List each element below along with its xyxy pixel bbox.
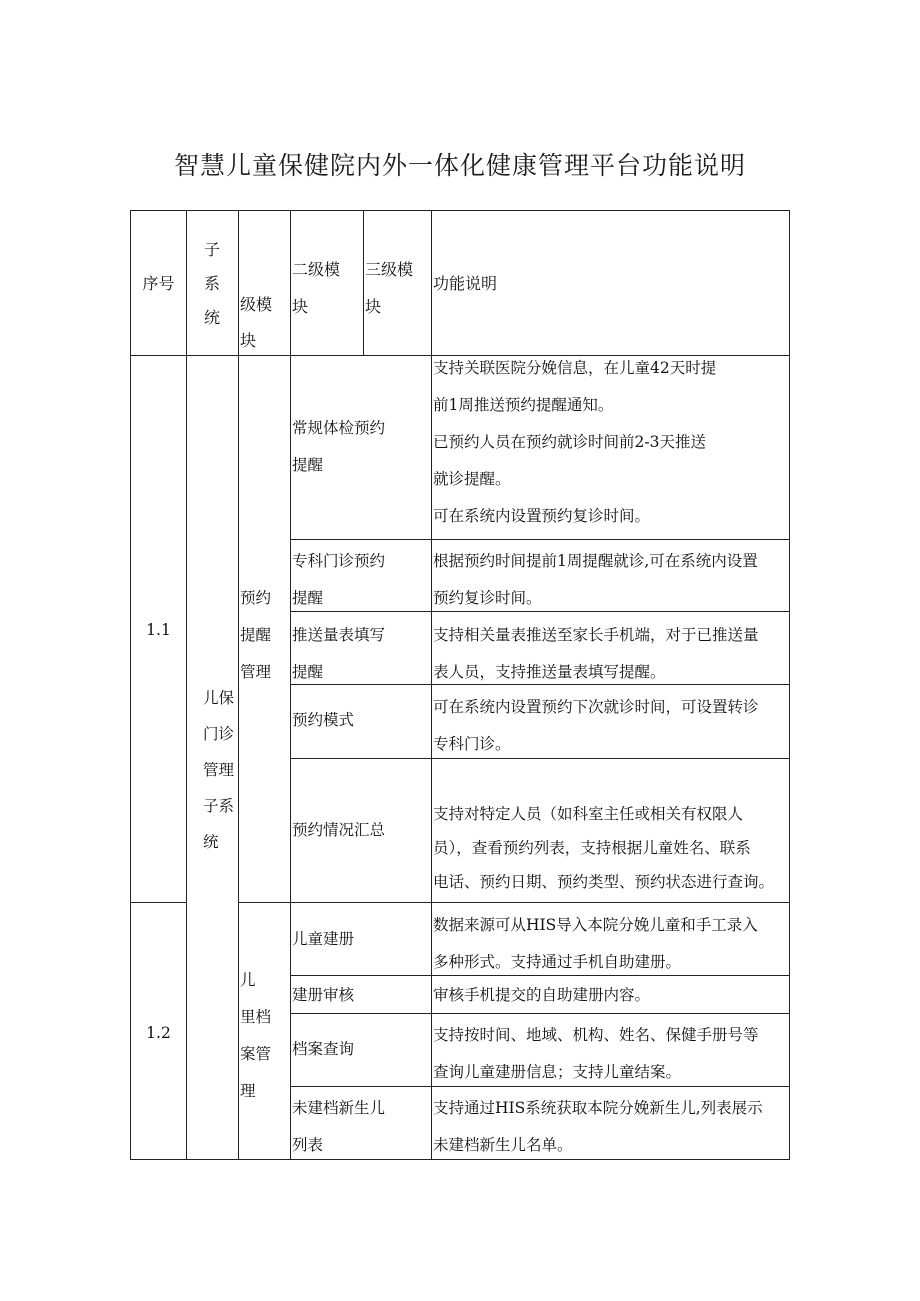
function-description: 可在系统内设置预约下次就诊时间，可设置转诊 专科门诊。	[433, 698, 759, 753]
function-description: 支持相关量表推送至家长手机端，对于已推送量 表人员，支持推送量表填写提醒。	[433, 626, 759, 681]
table-border-right	[789, 210, 790, 1160]
section-divider	[238, 902, 790, 903]
col-divider	[290, 210, 291, 1160]
level2-module: 档案查询	[292, 1040, 355, 1058]
section-seq: 1.2	[146, 1024, 171, 1042]
header-level2: 二级模 块	[292, 260, 341, 316]
level1-module: 预约 提醒 管理	[240, 589, 272, 681]
level2-module: 常规体检预约 提醒	[292, 419, 386, 474]
level2-module: 建册审核	[292, 986, 355, 1004]
col-divider	[238, 210, 239, 1160]
level2-module: 预约情况汇总	[292, 821, 386, 839]
function-description: 数据来源可从HIS导入本院分娩儿童和手工录入 多种形式。支持通过手机自助建册。	[433, 916, 758, 971]
level1-module: 儿 里档 案管 理	[240, 971, 272, 1100]
level2-module: 预约模式	[292, 711, 355, 729]
section-seq: 1.1	[146, 621, 171, 639]
row-divider	[290, 539, 790, 540]
level2-module: 推送量表填写 提醒	[292, 626, 386, 681]
level2-module: 儿童建册	[292, 930, 355, 948]
section-divider	[130, 902, 186, 903]
function-description: 根据预约时间提前1周提醒就诊,可在系统内设置 预约复诊时间。	[433, 552, 758, 607]
header-subsystem: 子 系 统	[204, 240, 221, 327]
col-divider	[186, 210, 187, 1160]
function-description: 支持通过HIS系统获取本院分娩新生儿,列表展示 未建档新生儿名单。	[433, 1099, 763, 1154]
level2-module: 未建档新生儿 列表	[292, 1099, 386, 1154]
col-divider	[431, 210, 432, 1160]
function-description: 支持对特定人员（如科室主任或相关有权限人 员），查看预约列表，支持根据儿童姓名、联系 电话、预约日期、预约类型、预约状态进行查询。	[433, 805, 775, 891]
function-description: 审核手机提交的自助建册内容。	[433, 986, 651, 1004]
function-description: 支持关联医院分娩信息，在儿童42天时提 前1周推送预约提醒通知。 已预约人员在预约就诊时间前2-3天推送 就诊提醒。 可在系统内设置预约复诊时间。	[433, 359, 717, 525]
col-divider	[363, 210, 364, 356]
page-title: 智慧儿童保健院内外一体化健康管理平台功能说明	[173, 151, 746, 180]
header-level1: 级模 块	[240, 295, 273, 350]
header-seq: 序号	[142, 274, 175, 293]
header-function: 功能说明	[433, 274, 498, 293]
function-description: 支持按时间、地域、机构、姓名、保健手册号等 查询儿童建册信息；支持儿童结案。	[433, 1026, 759, 1081]
subsystem-name: 儿保 门诊 管理 子系 统	[203, 689, 235, 851]
level2-module: 专科门诊预约 提醒	[292, 552, 386, 607]
header-level3: 三级模 块	[365, 260, 414, 316]
table-border-top	[130, 210, 790, 211]
